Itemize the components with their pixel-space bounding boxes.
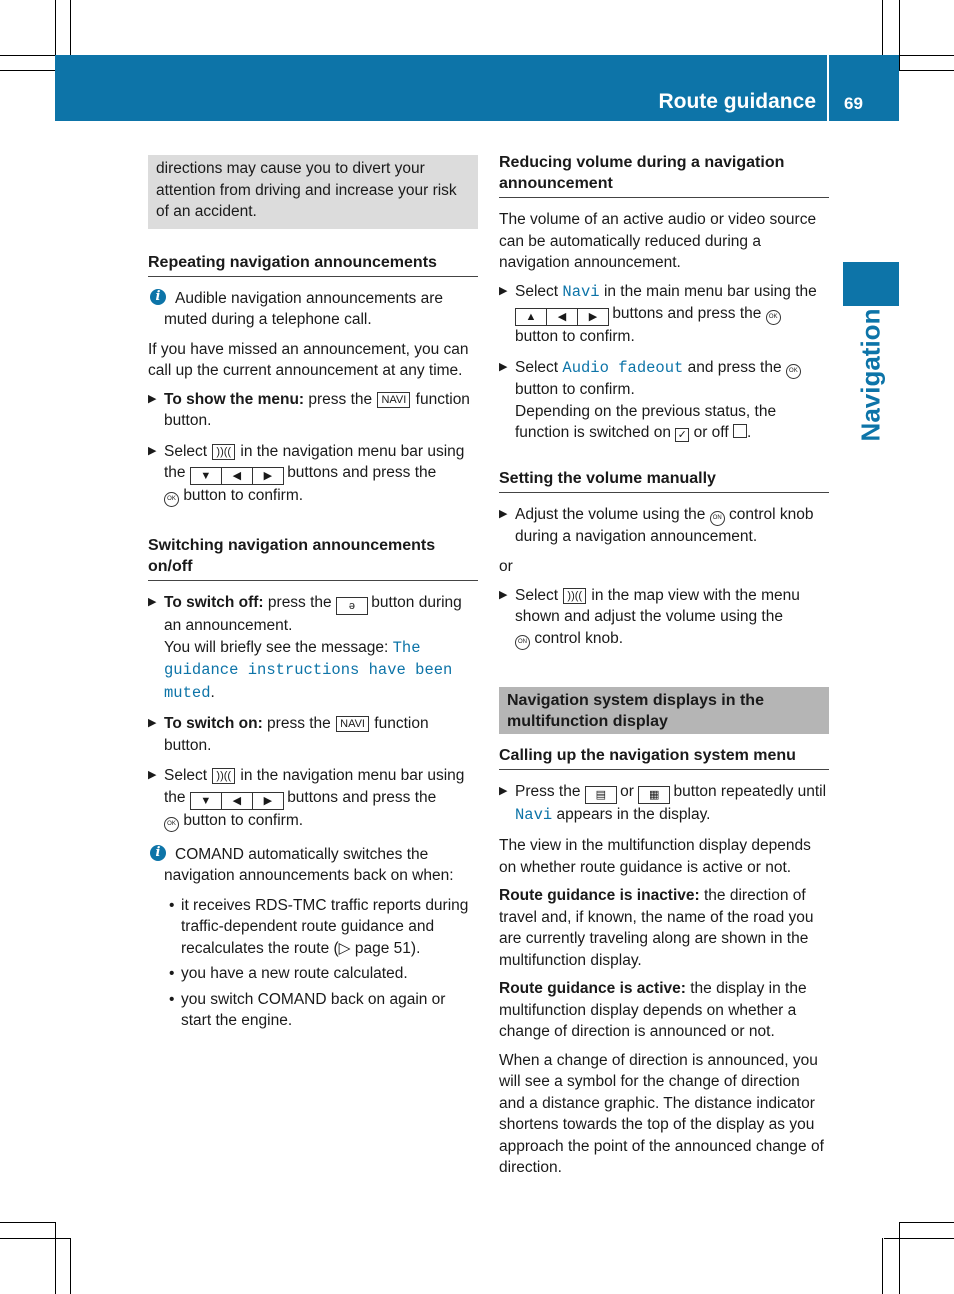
step-text: Select xyxy=(515,282,559,300)
paragraph xyxy=(499,978,829,1043)
info-text: COMAND automatically switches the navigation announcements back on when: xyxy=(164,845,454,884)
list-item: • it receives RDS-TMC traffic reports during traffic-dependent route guidance and recalculates the route (▷ page 51). xyxy=(169,896,469,957)
step-text: or off xyxy=(693,424,729,441)
list-item-text: you have a new route calculated. xyxy=(181,965,408,982)
display-back-key-icon: ▤ xyxy=(585,786,617,804)
mute-key-icon: ə xyxy=(336,597,368,615)
step-bold: To switch off: xyxy=(164,594,264,611)
left-key-icon: ◀ xyxy=(221,792,253,810)
step-text: control knob during a navigation announcement. xyxy=(515,505,814,545)
voice-icon: ))(( xyxy=(212,444,235,460)
crop-mark xyxy=(70,0,71,55)
on-knob-icon: ON xyxy=(710,511,725,526)
arrow-icon: ▶ xyxy=(148,717,157,729)
section-heading: Setting the volume manually xyxy=(499,468,829,493)
crop-mark xyxy=(882,1238,883,1294)
paragraph xyxy=(499,885,829,971)
arrow-icon: ▶ xyxy=(499,507,508,520)
up-key-icon: ▲ xyxy=(515,308,547,326)
step-text: . xyxy=(746,424,752,441)
arrow-icon: ▶ xyxy=(499,588,508,601)
step-text: in the navigation menu bar using the xyxy=(164,767,465,806)
paragraph-text: the display in the multifunction display depends on whether a change of direction is announced or not. xyxy=(499,980,807,1040)
right-key-icon: ▶ xyxy=(252,467,284,485)
step-text: function button. xyxy=(164,715,429,754)
display-forward-key-icon: ▦ xyxy=(638,786,670,804)
step-text: Adjust the volume using the xyxy=(515,505,706,523)
paragraph: The volume of an active audio or video source can be automatically reduced during a navigation announcement. xyxy=(499,211,817,271)
info-note xyxy=(148,288,478,331)
list-item-text: you switch COMAND back on again or start the engine. xyxy=(181,990,446,1029)
section-banner: Navigation system displays in the multifunction display xyxy=(499,687,829,734)
section-heading: Repeating navigation announcements xyxy=(148,252,478,277)
checkbox-unchecked-icon xyxy=(733,424,747,438)
step-text: Select xyxy=(515,358,559,376)
left-column xyxy=(148,155,478,1036)
right-column xyxy=(499,152,829,1186)
section-heading: Switching navigation announcements on/off xyxy=(148,535,478,581)
arrow-icon: ▶ xyxy=(148,392,157,405)
info-note xyxy=(148,844,478,887)
menu-item-name: Navi xyxy=(515,805,553,824)
crop-mark xyxy=(0,55,55,56)
crop-mark xyxy=(70,1238,71,1294)
step-text: buttons and press the xyxy=(287,788,437,806)
step-text: and press the xyxy=(687,358,782,376)
step xyxy=(499,781,829,827)
step-text: button to confirm. xyxy=(515,328,635,345)
right-key-icon: ▶ xyxy=(577,308,609,326)
voice-icon: ))(( xyxy=(563,588,586,604)
step xyxy=(499,281,829,348)
step-text: press the xyxy=(267,715,331,732)
step-text: Select xyxy=(515,586,559,604)
paragraph-bold: Route guidance is inactive: xyxy=(499,887,700,904)
navi-key-icon: NAVI xyxy=(336,716,369,732)
paragraph: When a change of direction is announced, you will see a symbol for the change of direction and a distance graphic. The distance indicator shortens towards the top of the display as you approach the point of the announced change of direction. xyxy=(499,1051,824,1176)
step-text: button to confirm. xyxy=(515,381,635,398)
step-bold: To show the menu: xyxy=(164,390,305,408)
step-text: press the xyxy=(308,390,373,408)
page-number: 69 xyxy=(844,94,863,113)
info-icon: i xyxy=(150,845,166,861)
step xyxy=(148,592,478,704)
warning-box: directions may cause you to divert your attention from driving and increase your risk of an accident. xyxy=(148,155,478,229)
crop-mark xyxy=(0,1238,70,1239)
step-text: buttons and press the xyxy=(287,464,437,481)
step xyxy=(499,504,829,548)
crop-mark xyxy=(899,1222,954,1223)
menu-item-name: Navi xyxy=(562,282,600,301)
arrow-icon: ▶ xyxy=(499,360,508,373)
step-text: button during an announcement. xyxy=(164,594,462,634)
paragraph: The view in the multifunction display depends on whether route guidance is active or not. xyxy=(499,837,811,876)
step-text: function button. xyxy=(164,390,470,429)
step-text: You will briefly see the message: xyxy=(164,638,389,656)
list-item: • you switch COMAND back on again or start the engine. xyxy=(169,990,446,1029)
step xyxy=(148,441,478,508)
info-icon: i xyxy=(150,289,166,305)
crop-mark xyxy=(882,0,883,55)
left-key-icon: ◀ xyxy=(546,308,578,326)
step-text: in the main menu bar using the xyxy=(603,282,817,300)
navi-key-icon: NAVI xyxy=(377,392,410,408)
display-message: The guidance instructions have been muted xyxy=(164,638,453,702)
step-text: Select xyxy=(164,767,208,784)
step-bold: To switch on: xyxy=(164,715,263,732)
down-key-icon: ▼ xyxy=(190,467,222,485)
step-text: in the map view with the menu shown and adjust the volume using the xyxy=(515,586,800,625)
section-heading: Calling up the navigation system menu xyxy=(499,745,829,770)
paragraph-bold: Route guidance is active: xyxy=(499,980,686,997)
checkbox-checked-icon: ✓ xyxy=(675,428,689,442)
step xyxy=(148,765,478,832)
crop-mark xyxy=(884,1238,954,1239)
step-text: appears in the display. xyxy=(556,805,711,823)
step-text: in the navigation menu bar using the xyxy=(164,442,465,481)
crop-mark xyxy=(899,0,900,70)
down-key-icon: ▼ xyxy=(190,792,222,810)
list-item-text: it receives RDS-TMC traffic reports during traffic-dependent route guidance and recalculates the route (▷ page 51). xyxy=(181,896,469,957)
menu-item-name: Audio fadeout xyxy=(562,358,684,377)
step-text: . xyxy=(210,683,215,701)
arrow-icon: ▶ xyxy=(499,284,508,297)
info-text: Audible navigation announcements are muted during a telephone call. xyxy=(164,289,443,328)
arrow-icon: ▶ xyxy=(499,784,508,797)
header-divider xyxy=(827,55,829,121)
step-text: Select xyxy=(164,442,208,460)
step xyxy=(148,389,478,432)
voice-icon: ))(( xyxy=(212,768,235,784)
ok-button-icon: OK xyxy=(786,364,801,379)
crop-mark xyxy=(899,1222,900,1294)
step xyxy=(148,713,478,756)
paragraph-text: the direction of travel and, if known, the name of the road you are currently traveling along are shown in the multifunction display. xyxy=(499,887,814,969)
on-knob-icon: ON xyxy=(515,635,530,650)
list-item: • you have a new route calculated. xyxy=(169,965,408,982)
arrow-icon: ▶ xyxy=(148,769,157,781)
step xyxy=(499,357,829,444)
step-text: press the xyxy=(267,594,332,611)
step-text: buttons and press the xyxy=(612,305,762,322)
step-text: Press the xyxy=(515,782,581,800)
left-key-icon: ◀ xyxy=(221,467,253,485)
arrow-icon: ▶ xyxy=(148,444,157,457)
paragraph: If you have missed an announcement, you can call up the current announcement at any time. xyxy=(148,340,469,379)
page-title: Route guidance xyxy=(658,90,816,113)
crop-mark xyxy=(899,55,954,56)
section-heading: Reducing volume during a navigation announcement xyxy=(499,152,829,198)
step-text: button to confirm. xyxy=(183,487,304,504)
step-text: button repeatedly until xyxy=(673,782,827,800)
side-tab xyxy=(843,262,899,306)
crop-mark xyxy=(55,1222,56,1294)
right-key-icon: ▶ xyxy=(252,792,284,810)
crop-mark xyxy=(0,1222,55,1223)
step-text: or xyxy=(620,782,634,800)
step xyxy=(499,585,829,650)
ok-button-icon: OK xyxy=(766,310,781,325)
step-text: button to confirm. xyxy=(183,811,304,829)
side-tab-label: Navigation xyxy=(855,308,886,442)
arrow-icon: ▶ xyxy=(148,596,157,608)
step-text: control knob. xyxy=(534,629,624,647)
ok-button-icon: OK xyxy=(164,817,179,832)
ok-button-icon: OK xyxy=(164,492,179,507)
or-text: or xyxy=(499,558,513,575)
step-text: Depending on the previous status, the function is switched on xyxy=(515,402,777,441)
